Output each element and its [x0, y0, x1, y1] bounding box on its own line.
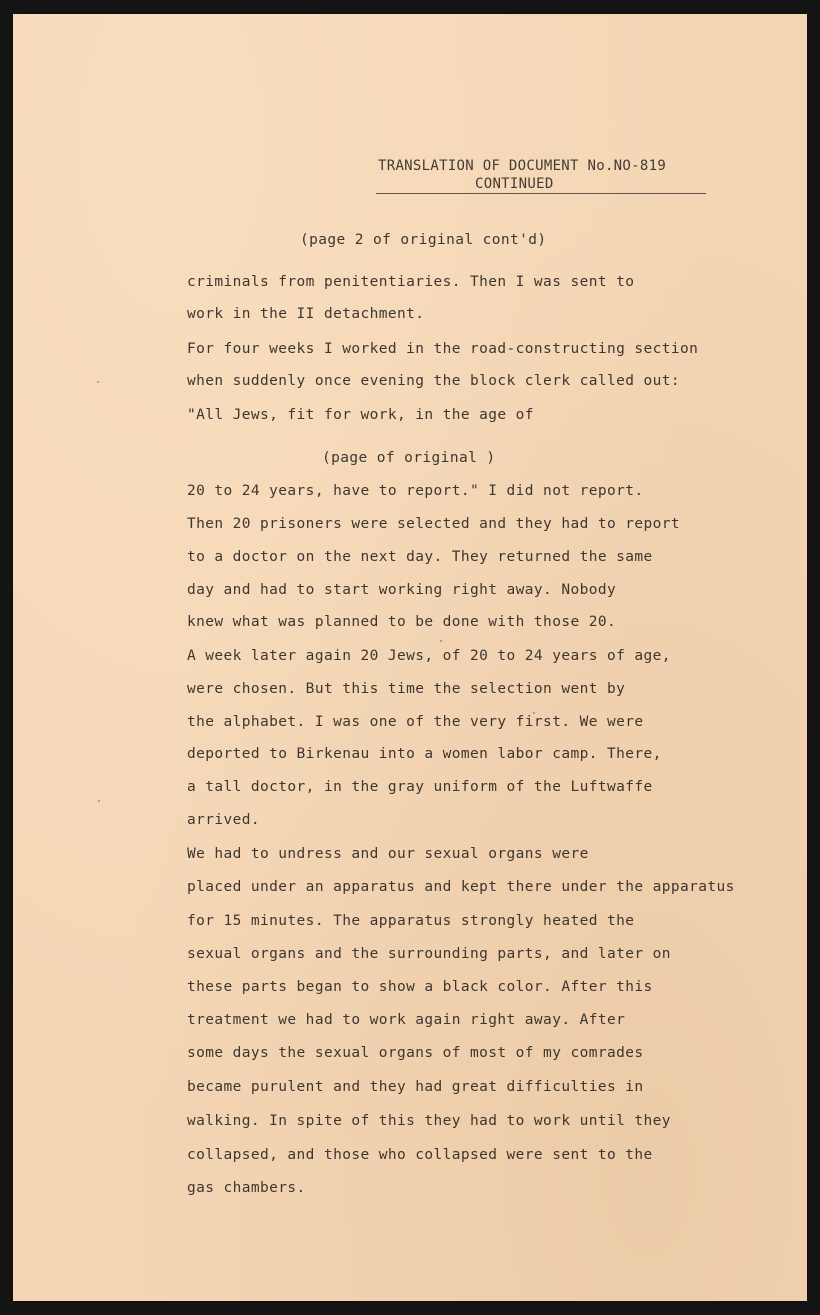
text-line: For four weeks I worked in the road-constructing section: [187, 341, 699, 357]
paper-speck: [97, 381, 99, 383]
text-line: work in the II detachment.: [187, 306, 425, 322]
page-reference-note: (page of original ): [322, 450, 496, 466]
text-line: for 15 minutes. The apparatus strongly heated the: [187, 913, 635, 929]
paper-speck: [440, 640, 442, 642]
text-line: these parts began to show a black color. After this: [187, 979, 653, 995]
text-line: were chosen. But this time the selection went by: [187, 681, 626, 697]
text-line: "All Jews, fit for work, in the age of: [187, 407, 534, 423]
text-line: sexual organs and the surrounding parts, and later on: [187, 946, 671, 962]
text-line: to a doctor on the next day. They returned the same: [187, 549, 653, 565]
header-subtitle: CONTINUED: [475, 176, 554, 192]
page-reference-note: (page 2 of original cont'd): [300, 232, 547, 248]
text-line: Then 20 prisoners were selected and they had to report: [187, 516, 681, 532]
text-line: criminals from penitentiaries. Then I was sent to: [187, 274, 635, 290]
text-line: a tall doctor, in the gray uniform of the Luftwaffe: [187, 779, 653, 795]
header-title: TRANSLATION OF DOCUMENT No.NO-819: [378, 158, 667, 174]
text-line: some days the sexual organs of most of my comrades: [187, 1045, 644, 1061]
text-line: We had to undress and our sexual organs were: [187, 846, 589, 862]
text-line: collapsed, and those who collapsed were sent to the: [187, 1147, 653, 1163]
text-line: walking. In spite of this they had to work until they: [187, 1113, 671, 1129]
text-line: day and had to start working right away. Nobody: [187, 582, 617, 598]
text-line: A week later again 20 Jews, of 20 to 24 years of age,: [187, 648, 671, 664]
text-line: 20 to 24 years, have to report." I did not report.: [187, 483, 644, 499]
text-line: gas chambers.: [187, 1180, 306, 1196]
text-line: knew what was planned to be done with those 20.: [187, 614, 617, 630]
text-line: deported to Birkenau into a women labor camp. There,: [187, 746, 662, 762]
text-line: placed under an apparatus and kept there under the apparatus: [187, 879, 735, 895]
paper-speck: [98, 800, 100, 802]
text-line: became purulent and they had great difficulties in: [187, 1079, 644, 1095]
text-line: the alphabet. I was one of the very first. We were: [187, 714, 644, 730]
text-line: arrived.: [187, 812, 261, 828]
header-underline: [376, 193, 706, 194]
paper-speck: [533, 712, 535, 714]
text-line: when suddenly once evening the block clerk called out:: [187, 373, 681, 389]
text-line: treatment we had to work again right away. After: [187, 1012, 626, 1028]
